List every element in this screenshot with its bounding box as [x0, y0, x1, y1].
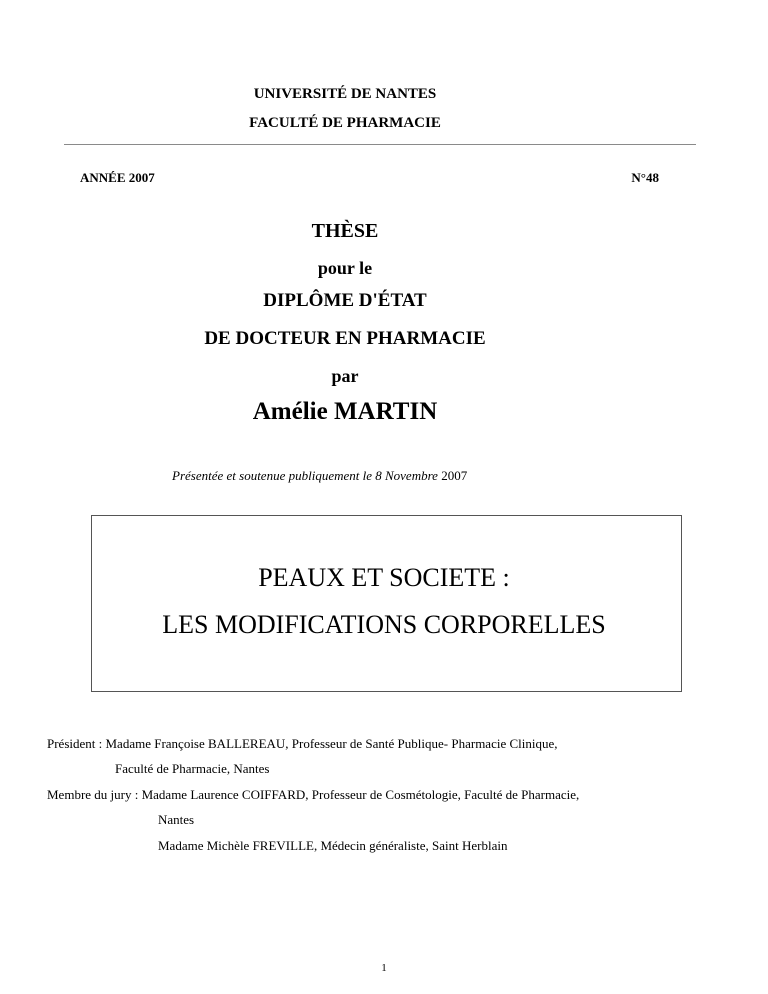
jury-member-2: Madame Michèle FREVILLE, Médecin généraliste, Saint Herblain [158, 838, 508, 853]
defense-statement-italic: Présentée et soutenue publiquement le 8 Novembre [172, 468, 438, 483]
thesis-number: N°48 [631, 170, 659, 185]
diploma-title: DIPLÔME D'ÉTAT [263, 290, 427, 311]
jury-president-affiliation: Faculté de Pharmacie, Nantes [115, 761, 270, 776]
header-divider [64, 144, 696, 145]
jury-member-affiliation: Nantes [158, 812, 195, 827]
defense-year: 2007 [437, 468, 468, 483]
academic-year: ANNÉE 2007 [80, 170, 155, 185]
thesis-title-line-1: PEAUX ET SOCIETE : [258, 563, 510, 592]
defense-statement [172, 468, 467, 484]
page-number: 1 [381, 962, 387, 974]
pour-le-text: pour le [317, 258, 373, 278]
thesis-title-line-2: LES MODIFICATIONS CORPORELLES [162, 610, 606, 639]
thesis-title-box [91, 515, 682, 692]
jury-member: Membre du jury : Madame Laurence COIFFARD, Professeur de Cosmétologie, Faculté de Pharmacie, [47, 787, 580, 802]
university-name: UNIVERSITÉ DE NANTES [253, 86, 437, 102]
author-name: Amélie MARTIN [252, 398, 438, 425]
faculty-name: FACULTÉ DE PHARMACIE [249, 115, 441, 131]
thesis-heading: THÈSE [311, 220, 379, 242]
par-text: par [331, 366, 359, 386]
jury-president: Président : Madame Françoise BALLEREAU, Professeur de Santé Publique- Pharmacie Clinique, [47, 736, 558, 751]
degree-title: DE DOCTEUR EN PHARMACIE [204, 328, 486, 349]
